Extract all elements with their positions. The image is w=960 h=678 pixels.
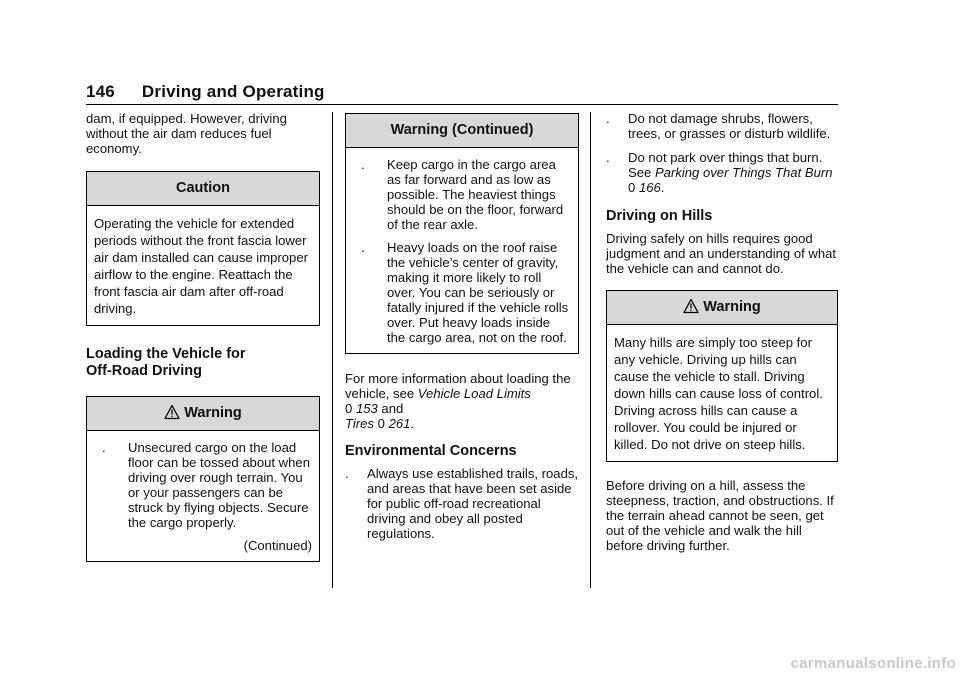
period: . (410, 416, 415, 431)
link-parking-over-things[interactable]: Parking over Things That Burn (654, 165, 833, 180)
more-info-text: For more information about loading the vehicle, see (345, 371, 571, 401)
bullet-text: Unsecured cargo on the load floor can be tossed about when driving over rough terrain. You or your passengers can be struck by flying objects. Secure the cargo properly. (128, 440, 310, 530)
more-info-paragraph (345, 371, 579, 431)
section-title: Driving and Operating (141, 82, 325, 101)
page-header (86, 82, 325, 102)
watermark: carmanualsonline.info (790, 655, 956, 672)
bullet-text: Keep cargo in the cargo area as far forward and as low as possible. The heaviest things should be on the floor, forward of the rear axle. (387, 157, 564, 232)
env-bullet (345, 466, 579, 541)
warning-box-hills (606, 290, 838, 462)
section-heading-loading (86, 346, 320, 380)
hills-intro-paragraph: Driving safely on hills requires good judgment and an understanding of what the vehicle can and cannot do. (606, 231, 837, 276)
bullet-text: Do not park over things that burn. See (628, 150, 823, 180)
bullet-dot: . (606, 111, 610, 126)
bullet-text: Heavy loads on the roof raise the vehicle’s center of gravity, making it more likely to roll over. You can be seriously or fatally injured if the vehicle rolls over. Put heavy loads inside the cargo area, not on the roof. (387, 240, 569, 345)
link-vehicle-load-limits[interactable]: Vehicle Load Limits (417, 386, 531, 401)
heading-line-2: Off-Road Driving (86, 363, 202, 379)
page-ref-153[interactable]: 153 (355, 401, 378, 416)
column-divider-1 (332, 112, 333, 588)
and-text: and (377, 401, 404, 416)
warning-title (607, 291, 837, 325)
section-heading-hills: Driving on Hills (606, 208, 713, 224)
warning-bullet (353, 157, 571, 232)
page-ref-261[interactable]: 261 (388, 416, 411, 431)
page-ref-166[interactable]: 166 (638, 180, 661, 195)
warning-box-loading (86, 396, 320, 562)
warning-bullet (94, 440, 312, 530)
column-3 (606, 111, 838, 553)
caution-box (86, 171, 320, 326)
hills-outro-paragraph: Before driving on a hill, assess the steepness, traction, and obstructions. If the terrain ahead cannot be seen, get out of the vehicle and walk the hill before driving further. (606, 478, 834, 553)
warning-continued-body (346, 148, 578, 353)
env-bullet-3 (606, 150, 838, 195)
bullet-dot: . (361, 240, 365, 255)
bullet-dot: . (361, 157, 365, 172)
page-ref-icon: 0 (345, 401, 353, 416)
page-ref-icon: 0 (377, 416, 385, 431)
column-2 (345, 113, 579, 541)
warning-bullet (353, 240, 571, 345)
bullet-dot: . (345, 466, 349, 481)
period: . (660, 180, 665, 195)
heading-line-1: Loading the Vehicle for (86, 346, 246, 362)
bullet-dot: . (606, 150, 610, 165)
warning-title (87, 397, 319, 431)
warning-box-continued (345, 113, 579, 354)
caution-title: Caution (87, 172, 319, 206)
section-heading-environmental: Environmental Concerns (345, 443, 517, 459)
bullet-text: Do not damage shrubs, flowers, trees, or grasses or disturb wildlife. (628, 111, 831, 141)
column-1 (86, 111, 320, 562)
warning-triangle-icon (164, 404, 180, 420)
bullet-dot: . (102, 440, 106, 455)
page-number: 146 (86, 82, 115, 101)
warning-hills-text: Many hills are simply too steep for any vehicle. Driving up hills can cause the vehicle to stall. Driving down hills can cause loss of control. Driving across hills can cause a rollover. You could be injured or killed. Do not drive on steep hills. (614, 335, 823, 452)
column-divider-2 (590, 112, 591, 588)
warning-continued-title: Warning (Continued) (346, 114, 578, 148)
env-bullet-2 (606, 111, 838, 141)
continued-label: (Continued) (243, 538, 312, 553)
warning-triangle-icon (683, 298, 699, 314)
caution-text: Operating the vehicle for extended periods without the front fascia lower air dam installed can cause improper airflow to the engine. Reattach the front fascia air dam after off-road driving. (94, 216, 308, 316)
intro-paragraph: dam, if equipped. However, driving without the air dam reduces fuel economy. (86, 111, 287, 156)
warning-body (87, 431, 319, 561)
bullet-text: Always use established trails, roads, and areas that have been set aside for public off-road recreational driving and obey all posted regulations. (367, 466, 579, 541)
header-rule (86, 104, 838, 105)
page-ref-icon: 0 (628, 180, 636, 195)
warning-title-text: Warning (184, 405, 242, 421)
link-tires[interactable]: Tires (345, 416, 374, 431)
warning-title-text: Warning (703, 299, 761, 315)
